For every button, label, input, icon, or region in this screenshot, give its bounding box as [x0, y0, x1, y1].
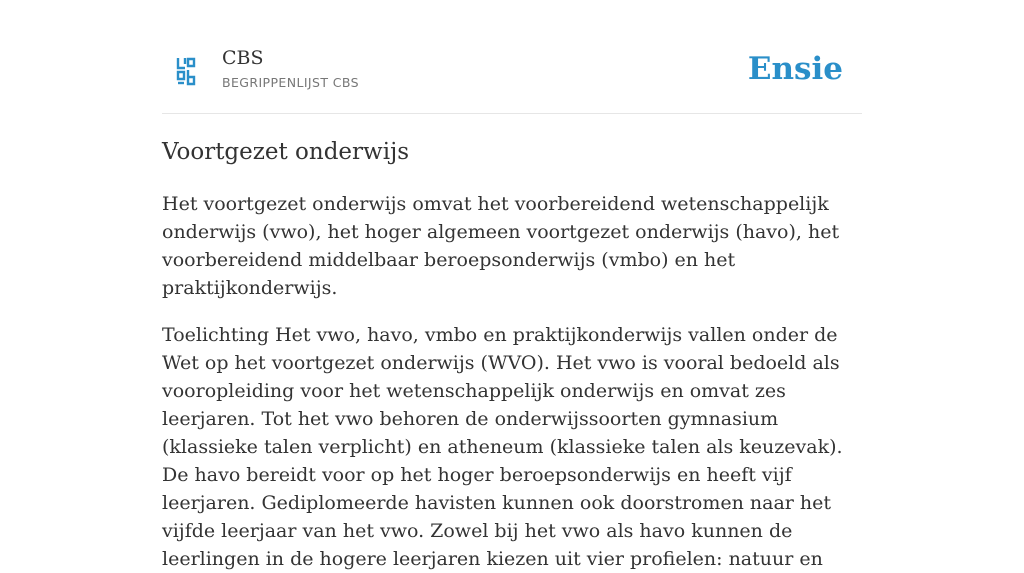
org-subtitle[interactable]: BEGRIPPENLIJST CBS [222, 75, 359, 90]
explanation-paragraph: Toelichting Het vwo, havo, vmbo en praktijkonderwijs vallen onder de Wet op het voortgezet onderwijs (WVO). Het vwo is vooral bedoeld als vooropleiding voor het wetenschappelijk onderwijs en omvat zes leerjaren. Tot het vwo behoren de onderwijssoorten gymnasium (klassieke talen verplicht) en atheneum (klassieke talen als keuzevak). De havo bereidt voor op het hoger beroepsonderwijs en heeft vijf leerjaren. Gediplomeerde havisten kunnen ook doorstromen naar het vijfde leerjaar van het vwo. Zowel bij het vwo als havo kunnen de leerlingen in de hogere leerjaren kiezen uit vier profielen: natuur en [162, 324, 843, 570]
page-title: Voortgezet onderwijs [162, 139, 410, 165]
site-header [162, 0, 862, 114]
definition-paragraph: Het voortgezet onderwijs omvat het voorbereidend wetenschappelijk onderwijs (vwo), het hoger algemeen voortgezet onderwijs (havo), het voorbereidend middelbaar beroepsonderwijs (vmbo) en het praktijkonderwijs. [162, 193, 840, 299]
org-name[interactable]: CBS [222, 47, 264, 69]
ensie-logo[interactable]: Ensie [747, 51, 843, 87]
article [162, 136, 864, 573]
cbs-logo-icon[interactable] [175, 56, 197, 88]
